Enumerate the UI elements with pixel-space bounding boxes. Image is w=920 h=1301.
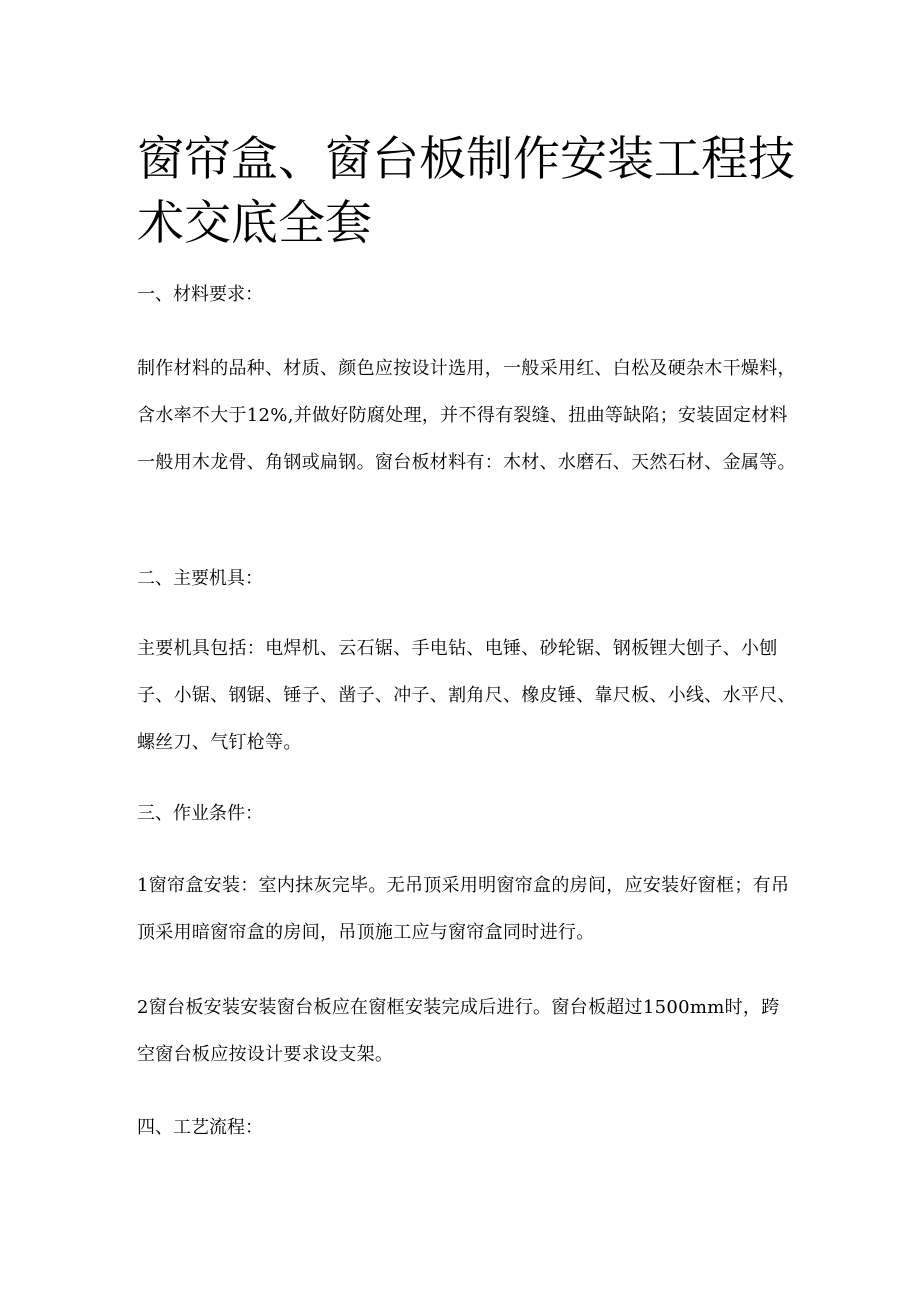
section-heading-process: 四、工艺流程： <box>137 1117 263 1138</box>
paragraph-tools: 主要机具包括：电焊机、云石锯、手电钻、电锤、砂轮锯、钢板锂大刨子、小刨子、小锯、钢锯、锤子、凿子、冲子、割角尺、橡皮锤、靠尺板、小线、水平尺、螺丝刀、气钉枪等。 <box>137 638 796 753</box>
document-title: 窗帘盒、窗台板制作安装工程技术交底全套 <box>137 132 795 251</box>
section-heading-materials: 一、材料要求： <box>137 284 263 305</box>
paragraph-materials: 制作材料的品种、材质、颜色应按设计选用，一般采用红、白松及硬杂木干燥料，含水率不大于12%,并做好防腐处理，并不得有裂缝、扭曲等缺陷；安装固定材料一般用木龙骨、角钢或扁钢。窗台板材料有：木材、水磨石、天然石材、金属等。 <box>137 358 796 473</box>
paragraph-window-sill: 2窗台板安装安装窗台板应在窗框安装完成后进行。窗台板超过1500mm时，跨空窗台板应按设计要求设支架。 <box>137 997 780 1065</box>
section-heading-conditions: 三、作业条件： <box>137 803 263 824</box>
section-heading-tools: 二、主要机具： <box>137 568 263 589</box>
paragraph-curtain-box: 1窗帘盒安装：室内抹灰完毕。无吊顶采用明窗帘盒的房间，应安装好窗框；有吊顶采用暗窗帘盒的房间，吊顶施工应与窗帘盒同时进行。 <box>137 875 790 943</box>
